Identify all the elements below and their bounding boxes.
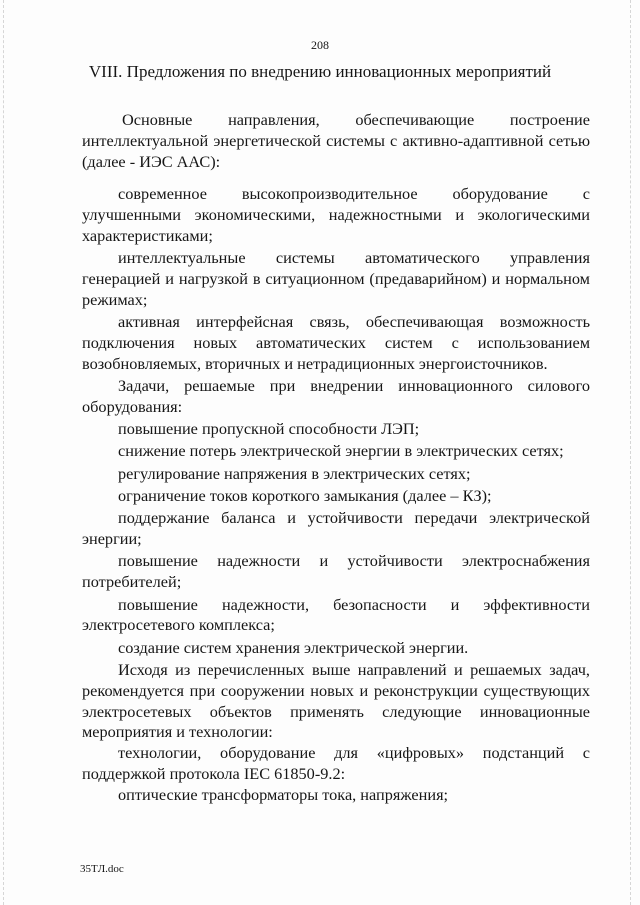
paragraph-storage: создание систем хранения электрической энергии.	[118, 637, 469, 657]
paragraph-optical-transformers: оптические трансформаторы тока, напряжения;	[118, 784, 449, 804]
paragraph-active-interface: активная интерфейсная связь, обеспечивающая возможность подключения новых автоматических систем с использованием возобновляемых, вторичных и нетрадиционных энергоисточников.	[82, 312, 590, 373]
paragraph-short-circuit: ограничение токов короткого замыкания (далее – КЗ);	[118, 486, 492, 506]
footer-filename: 35TЛ.doc	[80, 863, 124, 875]
paragraph-losses: снижение потерь электрической энергии в электрических сетях;	[118, 441, 564, 461]
scan-edge-right	[630, 0, 631, 905]
paragraph-balance: поддержание баланса и устойчивости передачи электрической энергии;	[82, 508, 590, 549]
section-heading: VIII. Предложения по внедрению инновационных мероприятий	[88, 62, 552, 81]
page-number: 208	[311, 38, 329, 52]
paragraph-digital-substations: технологии, оборудование для «цифровых» подстанций с поддержкой протокола IEC 61850-9.2:	[82, 743, 590, 783]
scan-edge-left	[3, 0, 4, 905]
paragraph-directions-intro: Основные направления, обеспечивающие построение интеллектуальной энергетической системы с активно-адаптивной сетью (далее - ИЭС ААС):	[82, 110, 590, 171]
paragraph-recommendation: Исходя из перечисленных выше направлений и решаемых задач, рекомендуется при сооружении новых и реконструкции существующих электросетевых объектов применять следующие инновационные мероприятия и технологии:	[82, 659, 590, 742]
paragraph-voltage: регулирование напряжения в электрических сетях;	[118, 463, 471, 483]
paragraph-tasks-intro: Задачи, решаемые при внедрении инновационного силового оборудования:	[82, 376, 590, 416]
paragraph-throughput: повышение пропускной способности ЛЭП;	[118, 419, 420, 439]
paragraph-grid-complex: повышение надежности, безопасности и эффективности электросетевого комплекса;	[82, 594, 590, 635]
paragraph-reliability-supply: повышение надежности и устойчивости электроснабжения потребителей;	[82, 551, 590, 592]
document-body	[82, 110, 590, 806]
paragraph-modern-equipment: современное высокопроизводительное оборудование с улучшенными экономическими, надежностными и экологическими характеристиками;	[82, 184, 590, 245]
paragraph-intelligent-control: интеллектуальные системы автоматического управления генерацией и нагрузкой в ситуационном (предаварийном) и нормальном режимах;	[82, 248, 590, 309]
